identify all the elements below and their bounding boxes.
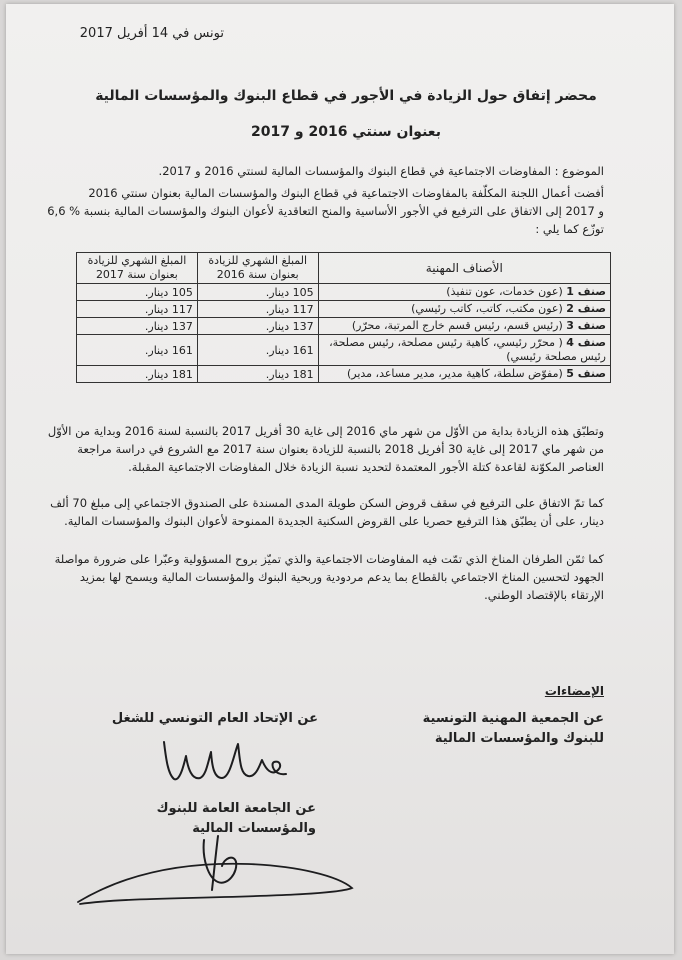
category-desc: (رئيس قسم، رئيس قسم خارج المرتبة، محرّر) bbox=[351, 319, 563, 332]
subject-line: الموضوع : المفاوضات الاجتماعية في قطاع البنوك والمؤسسات المالية لسنتي 2016 و 2017. bbox=[158, 164, 604, 178]
header-2016: المبلغ الشهري للزيادة بعنوان سنة 2016 bbox=[197, 253, 318, 284]
amount-2017: 137 دينار. bbox=[77, 318, 198, 335]
intro-line: و 2017 إلى الاتفاق على الترفيع في الأجور الأساسية والمنح التعاقدية لأعوان البنوك والمؤسسات المالية بنسبة % 6,6 bbox=[47, 204, 604, 218]
category-cell bbox=[318, 335, 610, 366]
amount-2017: 161 دينار. bbox=[77, 335, 198, 366]
amount-2017: 117 دينار. bbox=[77, 301, 198, 318]
category-cell bbox=[318, 318, 610, 335]
amount-2016: 137 دينار. bbox=[197, 318, 318, 335]
category-name: صنف 2 bbox=[566, 302, 606, 315]
table-row bbox=[77, 366, 611, 383]
signatures-heading: الإمضاءات bbox=[544, 684, 604, 698]
table-row bbox=[77, 318, 611, 335]
table-header-row bbox=[77, 253, 611, 284]
intro-paragraph bbox=[44, 184, 604, 238]
signatory-association: عن الجمعية المهنية التونسية للبنوك والمؤسسات المالية bbox=[422, 711, 604, 746]
table-row bbox=[77, 284, 611, 301]
table-row bbox=[77, 301, 611, 318]
category-cell bbox=[318, 301, 610, 318]
signatory-federation: عن الجامعة العامة للبنوك والمؤسسات المالية bbox=[156, 801, 316, 836]
category-name: صنف 4 bbox=[566, 336, 606, 349]
header-2017: المبلغ الشهري للزيادة بعنوان سنة 2017 bbox=[77, 253, 198, 284]
category-desc: (عون خدمات، عون تنفيذ) bbox=[446, 285, 563, 298]
category-desc: (عون مكتب، كاتب، كاتب رئيسي) bbox=[411, 302, 563, 315]
amount-2016: 181 دينار. bbox=[197, 366, 318, 383]
signature-federation-mark bbox=[68, 832, 358, 912]
amount-2016: 161 دينار. bbox=[197, 335, 318, 366]
category-name: صنف 3 bbox=[566, 319, 606, 332]
document-date: تونس في 14 أفريل 2017 bbox=[79, 26, 224, 41]
category-desc: ( محرّر رئيسي، كاهية رئيس مصلحة، رئيس مصلحة، رئيس مصلحة رئيسي) bbox=[329, 336, 606, 363]
category-name: صنف 1 bbox=[566, 285, 606, 298]
table-row bbox=[77, 335, 611, 366]
document-title: محضر إتفاق حول الزيادة في الأجور في قطاع البنوك والمؤسسات المالية bbox=[95, 88, 597, 104]
amount-2017: 181 دينار. bbox=[77, 366, 198, 383]
intro-line: توزّع كما يلي : bbox=[535, 222, 604, 236]
intro-line: أفضت أعمال اللجنة المكلّفة بالمفاوضات الاجتماعية في قطاع البنوك والمؤسسات المالية بعنوان سنتي 2016 bbox=[88, 186, 604, 200]
category-cell bbox=[318, 366, 610, 383]
closing-paragraph: كما ثمّن الطرفان المناخ الذي تمّت فيه المفاوضات الاجتماعية والذي تميّز بروح المسؤولية وعبّرا على ضرورة مواصلة الجهود لتحسين المناخ الاجتماعي بالقطاع بما يدعم مردودية وربحية البنوك والمؤسسات المالية ويسمح لها بمزيد الإرتقاء بالإقتصاد الوطني. bbox=[54, 552, 604, 602]
application-paragraph: وتطبّق هذه الزيادة بداية من الأوّل من شهر ماي 2016 إلى غاية 30 أفريل 2017 بالنسبة لسنة 2016 وبداية من الأوّل من شهر ماي 2017 إلى غاية 30 أفريل 2018 بالنسبة للزيادة بعنوان سنة 2017 مع الشروع في دراسة مراجعة العناصر المكوّنة لقاعدة كتلة الأجور المعتمدة لتحديد نسبة الزيادة خلال المفاوضات الاجتماعية المقبلة. bbox=[47, 424, 604, 474]
housing-loan-paragraph: كما تمّ الاتفاق على الترفيع في سقف قروض السكن طويلة المدى المسندة على الصندوق الاجتماعي إلى مبلغ 70 ألف دينار، على أن يطبّق هذا الترفيع حصريا على القروض السكنية الجديدة الممنوحة لأعوان البنوك والمؤسسات المالية. bbox=[50, 496, 604, 528]
raise-table bbox=[76, 252, 611, 383]
signature-ugtt-mark bbox=[156, 734, 306, 794]
category-desc: (مفوّض سلطة، كاهية مدير، مدير مساعد، مدير) bbox=[346, 367, 563, 380]
amount-2016: 117 دينار. bbox=[197, 301, 318, 318]
document-subtitle: بعنوان سنتي 2016 و 2017 bbox=[251, 124, 441, 140]
document-page bbox=[6, 4, 674, 954]
amount-2016: 105 دينار. bbox=[197, 284, 318, 301]
category-name: صنف 5 bbox=[566, 367, 606, 380]
category-cell bbox=[318, 284, 610, 301]
header-category: الأصناف المهنية bbox=[318, 253, 610, 284]
signatory-ugtt: عن الإتحاد العام التونسي للشغل bbox=[111, 711, 318, 726]
amount-2017: 105 دينار. bbox=[77, 284, 198, 301]
